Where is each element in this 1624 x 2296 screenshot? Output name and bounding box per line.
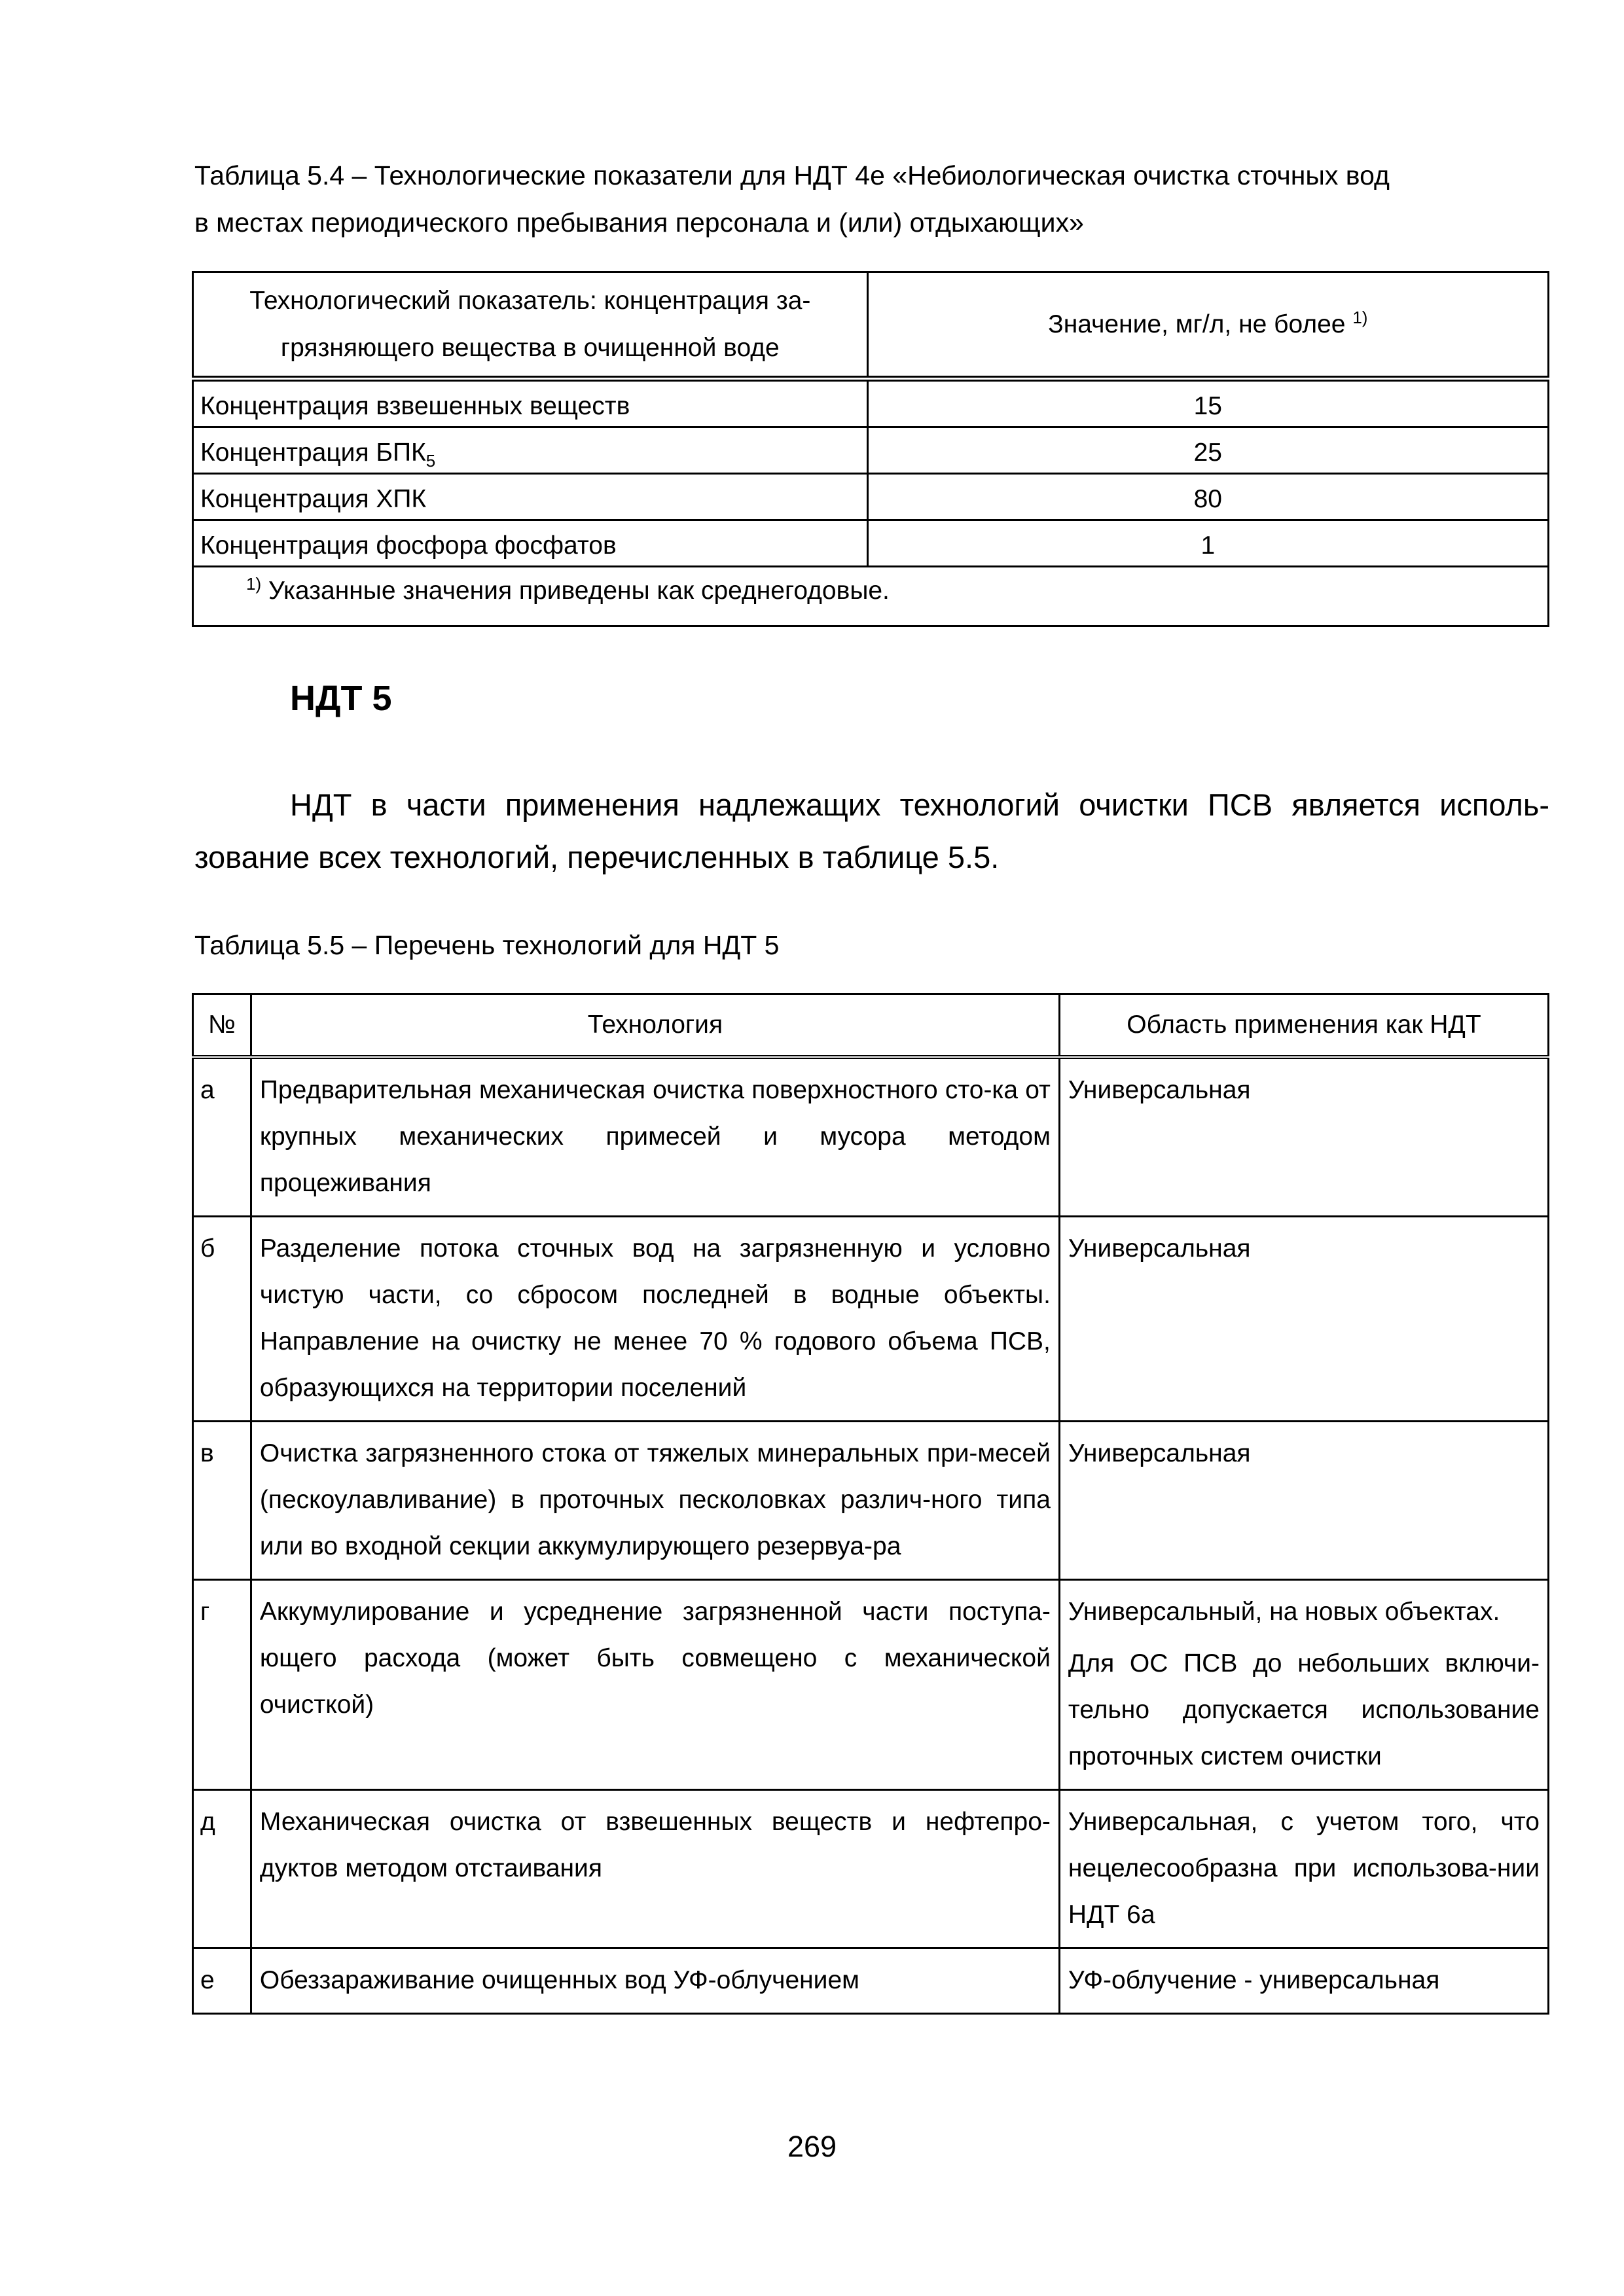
table-header-technology: Технология: [251, 994, 1059, 1058]
table-cell-technology: Аккумулирование и усреднение загрязненной части поступа-ющего расхода (может быть совмещено с механической очисткой): [251, 1580, 1059, 1790]
table-cell-area: Универсальная: [1059, 1422, 1548, 1580]
table-cell-area: Универсальная: [1059, 1217, 1548, 1422]
table-row: [193, 1948, 1549, 2014]
table-cell-technology: Предварительная механическая очистка поверхностного сто-ка от крупных механических примесей и мусора методом процеживания: [251, 1057, 1059, 1217]
table-cell-indicator: Концентрация ХПК: [193, 474, 868, 520]
table-5-4-header-indicator: Технологический показатель: концентрация за- грязняющего вещества в очищенной воде: [193, 272, 868, 379]
table-5-4-caption-line-1: Таблица 5.4 – Технологические показатели для НДТ 4е «Небиологическая очистка сточных вод: [194, 160, 1390, 190]
paragraph-line-2: зование всех технологий, перечисленных в таблице 5.5.: [194, 840, 1000, 874]
table-cell-number: г: [193, 1580, 251, 1790]
table-cell-area: УФ-облучение - универсальная: [1059, 1948, 1548, 2014]
table-5-5-header-row: [193, 994, 1549, 1058]
table-cell-number: е: [193, 1948, 251, 2014]
table-cell-number: в: [193, 1422, 251, 1580]
table-cell-technology: Обеззараживание очищенных вод УФ-облучением: [251, 1948, 1059, 2014]
table-cell-indicator: Концентрация фосфора фосфатов: [193, 520, 868, 567]
table-5-4-header-row: [193, 272, 1549, 379]
table-5-4-footnote-row: [193, 567, 1549, 626]
table-cell-value: 15: [867, 379, 1548, 427]
table-cell-area: Универсальная: [1059, 1057, 1548, 1217]
table-cell-number: б: [193, 1217, 251, 1422]
table-header-area: Область применения как НДТ: [1059, 994, 1548, 1058]
table-row: [193, 1422, 1549, 1580]
table-cell-technology: Механическая очистка от взвешенных веществ и нефтепро-дуктов методом отстаивания: [251, 1790, 1059, 1948]
table-row: [193, 379, 1549, 427]
table-row: [193, 1790, 1549, 1948]
table-row: [193, 1057, 1549, 1217]
table-cell-indicator: Концентрация $БПК_5$: [193, 427, 868, 474]
table-5-4-footnote: $^{1)}$ Указанные значения приведены как среднегодовые.: [193, 567, 1549, 626]
table-cell-value: 25: [867, 427, 1548, 474]
table-cell-area: Универсальный, на новых объектах. Для ОС ПСВ до небольших включи-тельно допускается использование проточных систем очистки: [1059, 1580, 1548, 1790]
table-cell-area: Универсальная, с учетом того, что нецелесообразна при использова-нии НДТ 6а: [1059, 1790, 1548, 1948]
footnote-mark: 1): [246, 574, 262, 594]
table-row: [193, 427, 1549, 474]
footnote-mark: 1): [1352, 307, 1368, 327]
page-number: 269: [787, 2130, 837, 2163]
table-cell-indicator: Концентрация взвешенных веществ: [193, 379, 868, 427]
table-5-4-caption: [194, 152, 1390, 246]
paragraph-line-1: НДТ в части применения надлежащих технологий очистки ПСВ является исполь-: [290, 787, 1549, 822]
table-5-5: [192, 993, 1549, 2015]
table-cell-value: 1: [867, 520, 1548, 567]
table-cell-technology: Разделение потока сточных вод на загрязненную и условно чистую части, со сбросом последней в водные объекты. Направление на очистку не менее 70 % годового объема ПСВ, образующихся на территории поселений: [251, 1217, 1059, 1422]
table-5-5-caption: Таблица 5.5 – Перечень технологий для НДТ 5: [194, 930, 780, 960]
table-cell-technology: Очистка загрязненного стока от тяжелых минеральных при-месей (пескоулавливание) в проточных песколовках различ-ного типа или во входной секции аккумулирующего резервуа-ра: [251, 1422, 1059, 1580]
table-cell-number: а: [193, 1057, 251, 1217]
table-row: [193, 520, 1549, 567]
table-row: [193, 1580, 1549, 1790]
table-header-number: №: [193, 994, 251, 1058]
table-5-4-caption-line-2: в местах периодического пребывания персонала и (или) отдыхающих»: [194, 207, 1084, 238]
table-row: [193, 474, 1549, 520]
table-5-4-header-value: Значение, мг/л, не более $^{1)}$: [867, 272, 1548, 379]
table-row: [193, 1217, 1549, 1422]
table-cell-number: д: [193, 1790, 251, 1948]
table-cell-value: 80: [867, 474, 1548, 520]
section-paragraph: [194, 779, 1549, 884]
section-heading: НДТ 5: [290, 679, 392, 718]
table-5-4: [192, 271, 1549, 627]
